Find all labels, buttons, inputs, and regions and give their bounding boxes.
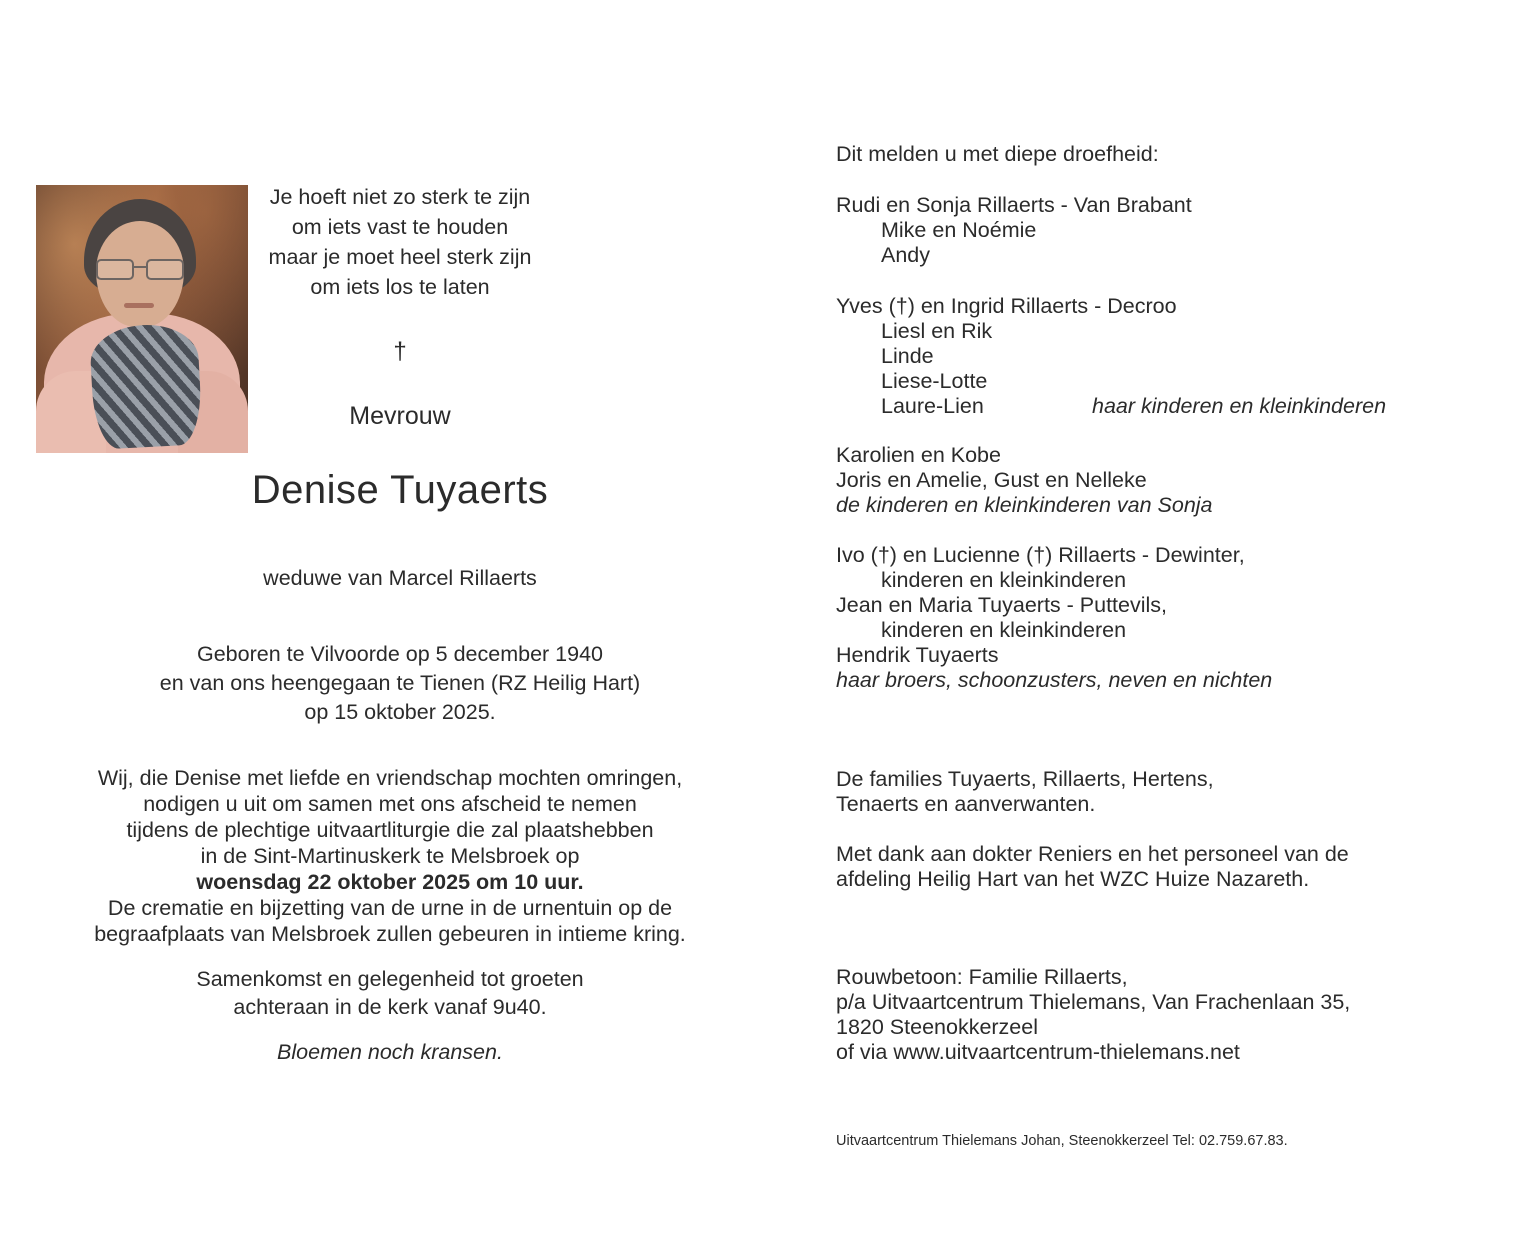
rouwbetoon-line-3: 1820 Steenokkerzeel <box>836 1015 1039 1039</box>
gathering-block <box>60 965 720 1021</box>
family4-line-5: Hendrik Tuyaerts <box>836 643 999 667</box>
family4-line-4: kinderen en kleinkinderen <box>881 618 1127 642</box>
thanks-line-2: afdeling Heilig Hart van het WZC Huize Nazareth. <box>836 867 1310 891</box>
birth-line-1: Geboren te Vilvoorde op 5 december 1940 <box>197 642 603 666</box>
family3-line-2: Joris en Amelie, Gust en Nelleke <box>836 468 1147 492</box>
right-column <box>836 0 1476 1253</box>
portrait-mouth <box>124 303 154 308</box>
portrait-photo <box>36 185 248 453</box>
condolence-address-block <box>836 965 1350 1065</box>
ceremony-datetime: woensdag 22 oktober 2025 om 10 uur. <box>196 870 584 894</box>
poem-line-4: om iets los te laten <box>310 275 490 299</box>
glasses-lens-left <box>96 259 134 280</box>
cremation-line-1: De crematie en bijzetting van de urne in de urnentuin op de <box>107 896 673 920</box>
birth-line-3: op 15 oktober 2025. <box>304 700 496 724</box>
glasses-lens-right <box>146 259 184 280</box>
family-group-4 <box>836 543 1272 693</box>
poem-line-3: maar je moet heel sterk zijn <box>268 245 532 269</box>
families-block <box>836 767 1214 817</box>
family-group-1 <box>836 193 1192 268</box>
family4-line-2: kinderen en kleinkinderen <box>881 568 1127 592</box>
poem-line-2: om iets vast te houden <box>291 215 509 239</box>
rouwbetoon-line-2: p/a Uitvaartcentrum Thielemans, Van Frachenlaan 35, <box>836 990 1351 1014</box>
family3-line-1: Karolien en Kobe <box>836 443 1001 467</box>
invite-line-4: in de Sint-Martinuskerk te Melsbroek op <box>200 844 580 868</box>
invite-line-3: tijdens de plechtige uitvaartliturgie die zal plaatshebben <box>126 818 654 842</box>
glasses-bridge <box>134 266 148 268</box>
no-flowers-note: Bloemen noch kransen. <box>277 1040 503 1064</box>
birth-line-2: en van ons heengegaan te Tienen (RZ Heilig Hart) <box>159 671 641 695</box>
families-line-2: Tenaerts en aanverwanten. <box>836 792 1096 816</box>
family3-role-label: de kinderen en kleinkinderen van Sonja <box>836 493 1213 517</box>
family4-line-1: Ivo (†) en Lucienne (†) Rillaerts - Dewinter, <box>836 543 1245 567</box>
portrait-scarf <box>89 322 203 449</box>
gathering-line-1: Samenkomst en gelegenheid tot groeten <box>196 967 584 991</box>
invite-line-1: Wij, die Denise met liefde en vriendschap mochten omringen, <box>97 766 683 790</box>
family2-line-5: Laure-Lien <box>881 394 984 418</box>
thanks-block <box>836 842 1349 892</box>
family2-line-3: Linde <box>881 344 934 368</box>
portrait-glasses <box>94 259 186 276</box>
family2-line-2: Liesl en Rik <box>881 319 993 343</box>
cross-symbol: † <box>393 338 407 365</box>
rouwbetoon-line-1: Rouwbetoon: Familie Rillaerts, <box>836 965 1128 989</box>
family-group-2 <box>836 294 1387 419</box>
family1-line-2: Mike en Noémie <box>881 218 1037 242</box>
family-group-3 <box>836 443 1213 518</box>
rouwbetoon-website[interactable]: of via www.uitvaartcentrum-thielemans.net <box>836 1040 1240 1064</box>
family2-role-label: haar kinderen en kleinkinderen <box>1092 394 1387 418</box>
family4-line-3: Jean en Maria Tuyaerts - Puttevils, <box>836 593 1168 617</box>
announcement-line: Dit melden u met diepe droefheid: <box>836 142 1159 166</box>
invitation-block <box>40 765 740 947</box>
poem-block <box>250 182 550 302</box>
family1-line-3: Andy <box>881 243 931 267</box>
gathering-line-2: achteraan in de kerk vanaf 9u40. <box>233 995 547 1019</box>
honorific-title: Mevrouw <box>349 402 451 430</box>
family1-line-1: Rudi en Sonja Rillaerts - Van Brabant <box>836 193 1192 217</box>
family4-role-label: haar broers, schoonzusters, neven en nichten <box>836 668 1273 692</box>
widow-of-line: weduwe van Marcel Rillaerts <box>263 566 537 590</box>
funeral-home-footer: Uitvaartcentrum Thielemans Johan, Steenokkerzeel Tel: 02.759.67.83. <box>836 1133 1288 1149</box>
deceased-name: Denise Tuyaerts <box>251 468 549 512</box>
cremation-line-2: begraafplaats van Melsbroek zullen gebeuren in intieme kring. <box>94 922 686 946</box>
poem-line-1: Je hoeft niet zo sterk te zijn <box>269 185 531 209</box>
families-line-1: De families Tuyaerts, Rillaerts, Hertens, <box>836 767 1214 791</box>
family2-line-4: Liese-Lotte <box>881 369 988 393</box>
birth-death-block <box>60 640 740 727</box>
thanks-line-1: Met dank aan dokter Reniers en het personeel van de <box>836 842 1349 866</box>
family2-line-1: Yves (†) en Ingrid Rillaerts - Decroo <box>836 294 1177 318</box>
invite-line-2: nodigen u uit om samen met ons afscheid te nemen <box>143 792 637 816</box>
